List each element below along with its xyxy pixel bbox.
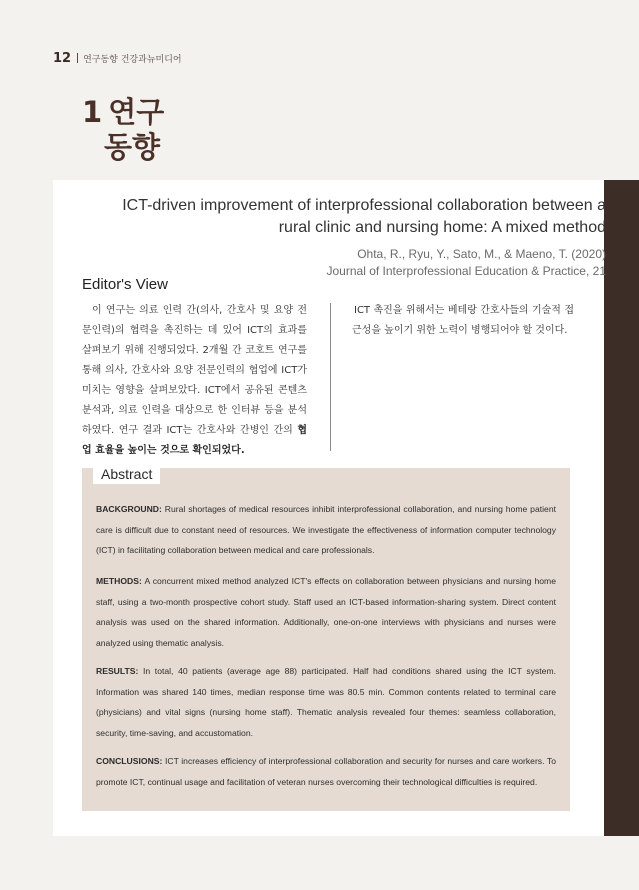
section-number: 1 <box>82 95 103 129</box>
article-title: ICT-driven improvement of interprofessional collaboration between a rural clinic and nursing home: A mixed method <box>122 197 606 237</box>
abstract-methods-text: A concurrent mixed method analyzed ICT's effects on collaboration between physicians and nursing home staff, using a two-month prospective cohort study. Staff used an ICT-based information-sharing system. Direct content analysis was used on the shared information. Additionally, one-on-one interviews with physicians and nurses were analyzed using thematic analysis. <box>96 576 556 648</box>
abstract-conclusions-label: CONCLUSIONS: <box>96 756 163 766</box>
article-journal: Journal of Interprofessional Education & Practice, 21 <box>326 264 606 279</box>
abstract-background <box>96 499 556 561</box>
page-number: 12 <box>53 51 72 66</box>
editors-view-heading: Editor's View <box>82 276 168 293</box>
abstract-conclusions-text: ICT increases efficiency of interprofessional collaboration and security for nurses and care workers. To promote ICT, continual usage and facilitation of veteran nurses overcoming their technological difficulties is required. <box>96 756 557 787</box>
header-section-name: 연구동향 건강과뉴미디어 <box>83 55 182 65</box>
editors-view-col1-bold: 협업 효율을 높이는 것으로 확인되었다. <box>82 425 307 456</box>
editors-view-column-2: ICT 촉진을 위해서는 베테랑 간호사들의 기술적 접근성을 높이기 위한 노력이 병행되어야 할 것이다. <box>352 305 574 336</box>
section-title-line2: 동향 <box>104 130 161 165</box>
abstract-results-text: In total, 40 patients (average age 88) participated. Half had conditions shared using the ICT system. Information was shared 140 times, median response time was 80.5 min. Common contents related to terminal care (physicians) and vital signs (nursing home staff). Thematic analysis revealed four themes: seamless collaboration, security, time-saving, and accustomation. <box>96 666 557 738</box>
editors-view-col1-text: 이 연구는 의료 인력 간(의사, 간호사 및 요양 전문인력)의 협력을 촉진하는 데 있어 ICT의 효과를 살펴보기 위해 진행되었다. 2개월 간 코호트 연구를 통해 의사, 간호사와 요양 전문인력의 협업에 ICT가 미치는 영향을 살펴보았다. ICT에서 공유된 콘텐츠 분석과, 의료 인력을 대상으로 한 인터뷰 등을 분석하였다. 연구 결과 ICT는 간호사와 간병인 간의 <box>82 305 307 436</box>
header-divider <box>77 53 78 63</box>
editors-view-column-1 <box>82 301 307 461</box>
abstract-methods-label: METHODS: <box>96 576 142 586</box>
section-title <box>82 95 164 166</box>
article-citation <box>126 246 606 281</box>
abstract-results <box>96 661 556 743</box>
abstract-background-label: BACKGROUND: <box>96 504 162 514</box>
abstract-methods <box>96 571 556 653</box>
abstract-background-text: Rural shortages of medical resources inhibit interprofessional collaboration, and nursing home patient care is difficult due to constant need of resources. We investigate the effectiveness of information computer technology (ICT) in facilitating collaboration between medical and care professionals. <box>96 504 556 555</box>
abstract-heading: Abstract <box>93 463 160 484</box>
side-accent-bar <box>604 180 639 836</box>
article-authors: Ohta, R., Ryu, Y., Sato, M., & Maeno, T. (2020) <box>357 247 606 261</box>
abstract-results-label: RESULTS: <box>96 666 139 676</box>
running-header <box>53 51 182 66</box>
section-title-line1: 연구 <box>108 95 165 129</box>
abstract-conclusions <box>96 751 556 792</box>
column-divider <box>330 303 331 451</box>
